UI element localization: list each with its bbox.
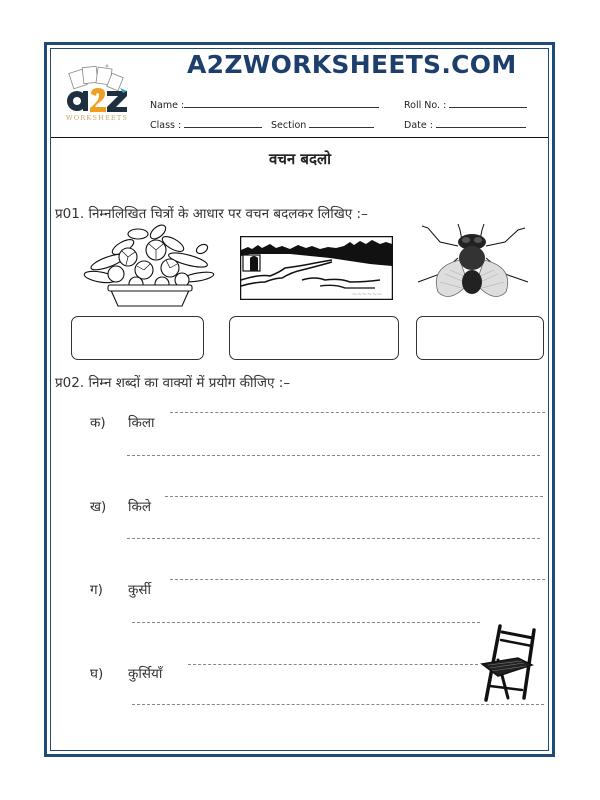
chair-icon — [478, 620, 543, 705]
name-blank[interactable] — [184, 98, 379, 108]
logo-caption: WORKSHEETS — [65, 114, 129, 122]
flower-pot-picture — [78, 222, 223, 310]
flower-pot-icon — [78, 222, 223, 310]
site-title: A2ZWORKSHEETS.COM — [187, 50, 517, 79]
answer-box-2[interactable] — [229, 316, 399, 360]
fly-picture — [410, 222, 535, 304]
section-field[interactable] — [271, 118, 374, 131]
item-word-kila: किला — [128, 415, 155, 431]
header-divider — [51, 137, 548, 138]
name-label: Name : — [150, 100, 185, 111]
item-marker-gha: घ) — [90, 666, 104, 682]
a2z-logo — [57, 63, 137, 125]
item-marker-ka: क) — [90, 415, 106, 431]
svg-text:~~~~~~: ~~~~~~ — [352, 291, 383, 298]
date-field[interactable] — [404, 118, 526, 131]
answer-line-ka-1[interactable] — [170, 412, 545, 413]
item-word-kursiyan: कुर्सियाँ — [128, 666, 163, 682]
question-2-label: प्र02. निम्न शब्दों का वाक्यों में प्रयोग कीजिए :– — [55, 375, 291, 391]
answer-box-1[interactable] — [71, 316, 204, 360]
river-landscape-picture — [240, 236, 393, 300]
section-label: Section — [271, 120, 307, 131]
date-blank[interactable] — [436, 118, 526, 128]
answer-line-ga-2[interactable] — [132, 622, 480, 623]
date-label: Date : — [404, 120, 433, 131]
class-blank[interactable] — [184, 118, 262, 128]
chair-picture — [478, 620, 543, 705]
class-field[interactable] — [150, 118, 262, 131]
roll-no-field[interactable] — [404, 98, 527, 111]
answer-line-kha-2[interactable] — [127, 538, 540, 539]
fly-icon — [410, 222, 535, 304]
answer-line-ga-1[interactable] — [170, 579, 545, 580]
roll-no-label: Roll No. : — [404, 100, 447, 111]
worksheet-title: वचन बदलो — [269, 150, 331, 168]
answer-line-gha-1[interactable] — [188, 664, 478, 665]
answer-line-kha-1[interactable] — [165, 496, 543, 497]
section-blank[interactable] — [309, 118, 374, 128]
roll-no-blank[interactable] — [449, 98, 527, 108]
question-1-label: प्र01. निम्नलिखित चित्रों के आधार पर वचन बदलकर लिखिए :– — [55, 206, 368, 222]
class-label: Class : — [150, 120, 182, 131]
item-word-kursi: कुर्सी — [128, 582, 151, 598]
river-landscape-icon — [240, 236, 393, 300]
item-marker-ga: ग) — [90, 582, 103, 598]
name-field[interactable] — [150, 98, 379, 111]
item-marker-kha: ख) — [90, 499, 107, 515]
answer-line-ka-2[interactable] — [127, 455, 540, 456]
answer-box-3[interactable] — [416, 316, 544, 360]
item-word-kile: किले — [128, 499, 152, 515]
